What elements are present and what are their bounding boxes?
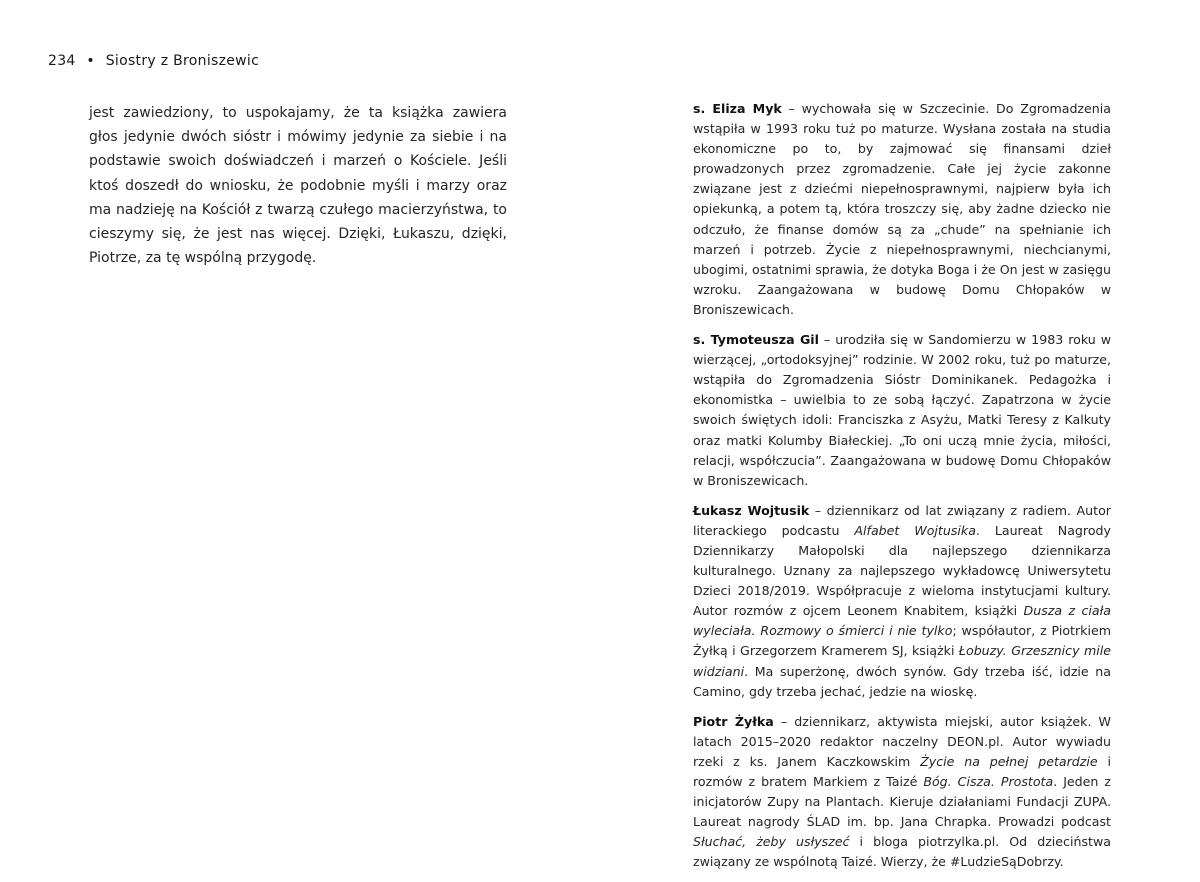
bio-text: i bloga piotrzylka.pl. Od dzieciństwa związany ze wspólnotą Taizé. Wierzy, że #LudzieSąDobrzy. (693, 834, 1111, 870)
author-bios (693, 99, 1111, 882)
bio-text: – dziennikarz, aktywista miejski, autor książek. W latach 2015–2020 redaktor naczelny DEON.pl. Autor wywiadu rzeki z ks. Janem Kaczkowskim (693, 713, 1111, 769)
bio-text: – wychowała się w Szczecinie. Do Zgromadzenia wstąpiła w 1993 roku tuż po maturze. Wysłana została na studia ekonomiczne po to, by zajmować się finansami dzieł prowadzonych przez zgromadzenie. Całe jej życie zakonne związane jest z dziećmi niepełnosprawnymi, najpierw była ich opiekunką, a potem tą, która troszczy się, aby żadne dziecko nie odczuło, że finanse domów są za „chude” na spełnianie ich marzeń i potrzeb. Życie z niepełnosprawnymi, niechcianymi, ubogimi, ostatnimi sprawia, że dotyka Boga i że On jest w zasięgu wzroku. Zaangażowana w budowę Domu Chłopaków w Broniszewicach. (693, 101, 1111, 317)
title-italic: Łobuzy. Grzesznicy mile widziani (693, 643, 1111, 679)
author-name: Piotr Żyłka (693, 713, 774, 729)
bio-text: – dziennikarz od lat związany z radiem. Autor literackiego podcastu (693, 502, 1111, 538)
page-number: 234 (48, 53, 76, 69)
title-italic: Słuchać, żeby usłyszeć (693, 834, 850, 850)
author-bio (693, 330, 1111, 491)
bio-text: . Laureat Nagrody Dziennikarzy Małopolski dla najlepszego dziennikarza kulturalnego. Uznany za najlepszego wykładowcę Uniwersytetu Dzieci 2018/2019. Współpracuje z wieloma instytucjami kultury. Autor rozmów z ojcem Leonem Knabitem, książki (693, 522, 1111, 619)
bio-text: ; współautor, z Piotrkiem Żyłką i Grzegorzem Kramerem SJ, książki (693, 623, 1111, 659)
body-paragraph: jest zawiedziony, to uspokajamy, że ta książka zawiera głos jedynie dwóch sióstr i mówimy jedynie za siebie i na podstawie swoich doświadczeń i marzeń o Kościele. Jeśli ktoś doszedł do wniosku, że podobnie myśli i marzy oraz ma nadzieję na Kościół z twarzą czułego macierzyństwa, to cieszymy się, że jest nas więcej. Dzięki, Łukaszu, dzięki, Piotrze, za tę wspólną przygodę. (89, 105, 507, 267)
bio-text: . Ma superżonę, dwóch synów. Gdy trzeba iść, idzie na Camino, gdy trzeba jechać, jedzie na wioskę. (693, 663, 1111, 699)
author-name: s. Eliza Myk (693, 101, 782, 116)
header-separator: • (86, 53, 95, 69)
author-bio (693, 99, 1111, 320)
book-title: Siostry z Broniszewic (105, 53, 260, 69)
author-name: s. Tymoteusza Gil (693, 332, 819, 348)
left-page-text (89, 101, 507, 270)
bio-text: . Jeden z inicjatorów Zupy na Plantach. Kieruje działaniami Fundacji ZUPA. Laureat nagrody ŚLAD im. bp. Jana Chrapka. Prowadzi podcast (693, 774, 1112, 830)
title-italic: Alfabet Wojtusika (854, 522, 976, 538)
title-italic: Życie na pełnej petardzie (920, 753, 1098, 769)
running-header (48, 53, 259, 69)
title-italic: Bóg. Cisza. Prostota (923, 774, 1054, 789)
author-name: Łukasz Wojtusik (693, 502, 810, 518)
author-bio (693, 712, 1111, 873)
title-italic: Dusza z ciała wyleciała. Rozmowy o śmierci i nie tylko (693, 603, 1111, 639)
bio-text: i rozmów z bratem Markiem z Taizé (693, 753, 1111, 789)
author-bio (693, 501, 1111, 702)
bio-text: – urodziła się w Sandomierzu w 1983 roku w wierzącej, „ortodoksyjnej” rodzinie. W 2002 roku, tuż po maturze, wstąpiła do Zgromadzenia Sióstr Dominikanek. Pedagożka i ekonomistka – uwielbia to ze sobą łączyć. Zapatrzona w życie swoich świętych idoli: Franciszka z Asyżu, Matki Teresy z Kalkuty oraz matki Kolumby Białeckiej. „To oni uczą mnie życia, miłości, relacji, współczucia”. Zaangażowana w budowę Domu Chłopaków w Broniszewicach. (693, 332, 1111, 488)
